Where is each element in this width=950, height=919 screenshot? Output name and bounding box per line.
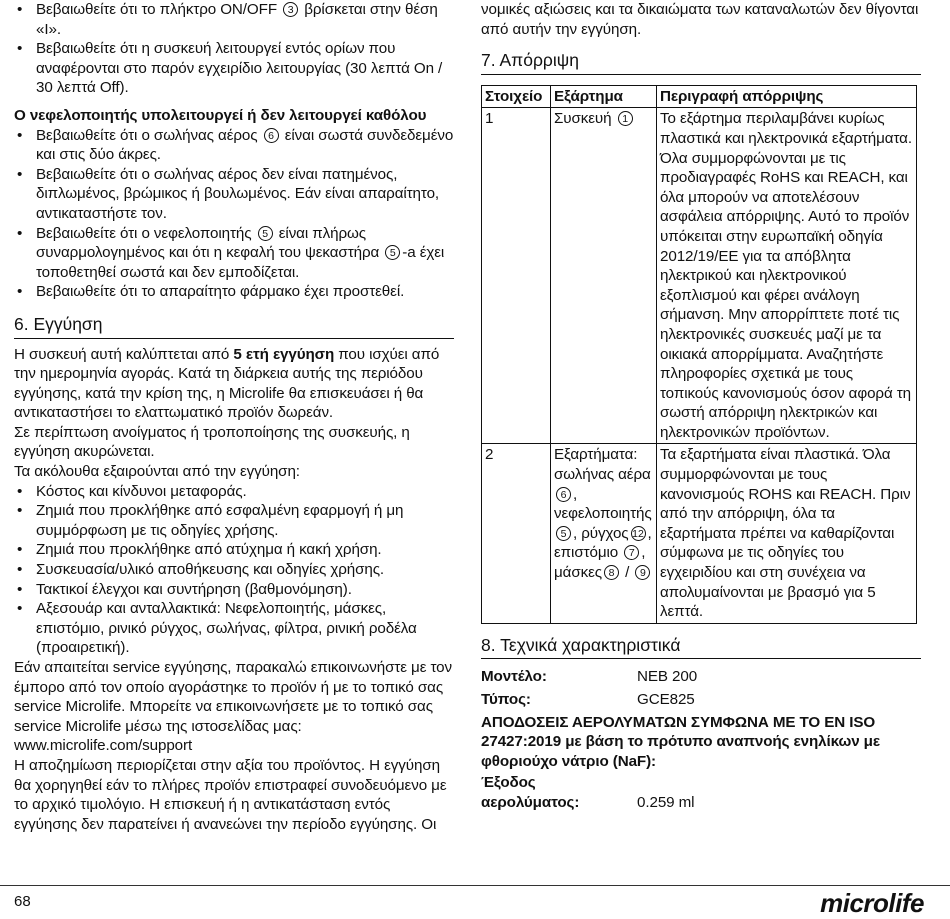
list-item: • Κόστος και κίνδυνοι μεταφοράς. (14, 482, 454, 502)
ref-number: 6 (264, 128, 279, 143)
section-title-disposal: 7. Απόρριψη (481, 51, 921, 75)
table-cell: Συσκευή 1 (551, 108, 657, 444)
spec-label: Έξοδος αερολύματος: (481, 774, 580, 811)
warranty-paragraph: Σε περίπτωση ανοίγματος ή τροποποίησης της συσκευής, η εγγύηση ακυρώνεται. (14, 423, 410, 461)
troubleshoot-list (14, 126, 454, 302)
brand-logo: microlife (820, 888, 924, 918)
ref-number: 8 (604, 565, 619, 580)
ref-number: 3 (283, 2, 298, 17)
spec-row-output (481, 773, 921, 812)
troubleshoot-subheading: Ο νεφελοποιητής υπολειτουργεί ή δεν λειτουργεί καθόλου (14, 106, 427, 124)
spec-value: GCE825 (637, 691, 695, 708)
list-item: • Βεβαιωθείτε ότι η συσκευή λειτουργεί εντός ορίων που αναφέρονται στο παρόν εγχειρίδιο λειτουργίας (30 λεπτά On / 30 λεπτά Off). (14, 39, 454, 98)
left-column (14, 0, 454, 834)
ref-number: 1 (618, 111, 633, 126)
disposal-table (481, 85, 917, 624)
table-row (482, 108, 917, 444)
warranty-paragraph: Η αποζημίωση περιορίζεται στην αξία του προϊόντος. Η εγγύηση θα χορηγηθεί εάν το πλήρες προϊόν επιστραφεί συνοδευόμενο με το αρχικό τιμολόγιο. Η επισκευή ή η αντικατάσταση εντός εγγύησης δεν παρατείνει ή ανανεώνει την περίοδο εγγύησης. Οι (14, 756, 447, 833)
spec-value: 0.259 ml (637, 793, 695, 811)
ref-number: 5 (258, 226, 273, 241)
right-column (481, 0, 921, 813)
table-header: Περιγραφή απόρριψης (657, 85, 917, 108)
list-item: • Ζημιά που προκλήθηκε από ατύχημα ή κακή χρήση. (14, 540, 454, 560)
ref-number: 12 (632, 527, 644, 540)
table-cell: 2 (482, 444, 551, 623)
spec-row-type (481, 690, 921, 710)
table-cell: 1 (482, 108, 551, 444)
table-header: Εξάρτημα (551, 85, 657, 108)
list-item: • Βεβαιωθείτε ότι το απαραίτητο φάρμακο έχει προστεθεί. (14, 282, 454, 302)
list-item: • Βεβαιωθείτε ότι το πλήκτρο ON/OFF 3 βρίσκεται στην θέση «I». (14, 0, 454, 39)
section-title-warranty: 6. Εγγύηση (14, 315, 454, 339)
support-url[interactable]: www.microlife.com/support (14, 737, 193, 755)
ref-number: 7 (624, 545, 639, 560)
table-header-row (482, 85, 917, 108)
table-cell: Τα εξαρτήματα είναι πλαστικά. Όλα συμμορφώνονται με τους κανονισμούς ROHS και REACH. Πριν από την απόρριψη, όλα τα εξαρτήματα πρέπει να καθαρίζονται σύμφωνα με τις οδηγίες του εγχειριδίου και στη συνέχεια να απολυμαίνονται με βρασμό για 5 λεπτά. (657, 444, 917, 623)
exclusions-list (14, 482, 454, 658)
list-item: • Αξεσουάρ και ανταλλακτικά: Νεφελοποιητής, μάσκες, επιστόμιο, ρινικό ρύγχος, σωλήνας, φίλτρα, ρινική ροδέλα (προαιρετική). (14, 599, 454, 658)
table-cell: Εξαρτήματα: σωλήνας αέρα 6 , νεφελοποιητής 5 , ρύγχος 12 , επιστόμιο 7 , μάσκες 8 / 9 (551, 444, 657, 623)
list-item: • Τακτικοί έλεγχοι και συντήρηση (βαθμονόμηση). (14, 580, 454, 600)
warranty-paragraph: Εάν απαιτείται service εγγύησης, παρακαλώ επικοινωνήστε με τον έμπορο από τον οποίο αγοράστηκε το προϊόν ή με το τοπικό σας service Microlife. Μπορείτε να επικοινωνήσετε με το τοπικό σας service Microlife μέσω της ιστοσελίδας μας: (14, 659, 453, 735)
list-item: • Ζημιά που προκλήθηκε από εσφαλμένη εφαρμογή ή μη συμμόρφωση με τις οδηγίες χρήσης. (14, 501, 454, 540)
table-header: Στοιχείο (482, 85, 551, 108)
ref-number: 6 (556, 487, 571, 502)
section-title-specs: 8. Τεχνικά χαρακτηριστικά (481, 636, 921, 660)
footer-divider (0, 885, 950, 886)
table-row (482, 444, 917, 623)
page-number: 68 (14, 893, 31, 910)
warranty-continued: νομικές αξιώσεις και τα δικαιώματα των καταναλωτών δεν θίγονται από αυτήν την εγγύηση. (481, 1, 919, 38)
ref-number: 5 (385, 245, 400, 260)
spec-row-model (481, 667, 921, 687)
warranty-paragraph: Η συσκευή αυτή καλύπτεται από 5 ετή εγγύηση που ισχύει από την ημερομηνία αγοράς. Κατά τη διάρκεια αυτής της περιόδου εγγύησης, κατά την κρίση της, η Microlife θα επισκευάσει ή θα αντικαταστήσει το ελαττωματικό προϊόν δωρεάν. (14, 345, 440, 422)
aerosol-heading: ΑΠΟΔΟΣΕΙΣ ΑΕΡΟΛΥΜΑΤΩΝ ΣΥΜΦΩΝΑ ΜΕ ΤΟ EN ISO 27427:2019 με βάση το πρότυπο αναπνοής ενηλίκων με φθοριούχο νάτριο (NaF): (481, 713, 880, 770)
ref-number: 5 (556, 526, 571, 541)
list-item: • Βεβαιωθείτε ότι ο νεφελοποιητής 5 είναι πλήρως συναρμολογημένος και ότι η κεφαλή του ψεκαστήρα 5 -a έχει τοποθετηθεί σωστά και δεν εμποδίζεται. (14, 224, 454, 283)
spec-label: Τύπος: (481, 691, 531, 708)
list-item: • Συσκευασία/υλικό αποθήκευσης και οδηγίες χρήσης. (14, 560, 454, 580)
spec-label: Μοντέλο: (481, 668, 547, 686)
list-item: • Βεβαιωθείτε ότι ο σωλήνας αέρος 6 είναι σωστά συνδεδεμένο και στις δύο άκρες. (14, 126, 454, 165)
list-item: • Βεβαιωθείτε ότι ο σωλήνας αέρος δεν είναι πατημένος, διπλωμένος, βρώμικος ή βουλωμένος. Εάν είναι απαραίτητο, αντικαταστήστε τον. (14, 165, 454, 224)
ref-number: 9 (635, 565, 650, 580)
warranty-paragraph: Τα ακόλουθα εξαιρούνται από την εγγύηση: (14, 463, 300, 481)
troubleshoot-list-top (14, 0, 454, 98)
table-cell: Το εξάρτημα περιλαμβάνει κυρίως πλαστικά και ηλεκτρονικά εξαρτήματα. Όλα συμμορφώνονται με τις προδιαγραφές RoHS και REACH, και όλα μπορούν να αποτελέσουν ασφάλεια απόρριψης. Αυτό το προϊόν υπόκειται στην ευρωπαϊκή οδηγία 2012/19/EE για τα απόβλητα ηλεκτρικού και ηλεκτρονικού εξοπλισμού και φέρει ανάλογη σήμανση. Μην απορρίπτετε ποτέ τις ηλεκτρονικές συσκευές μαζί με τα οικιακά απορρίμματα. Αναζητήστε πληροφορίες σχετικά με τους τοπικούς κανονισμούς όσον αφορά τη σωστή απόρριψη ηλεκτρικών και ηλεκτρονικών προϊόντων. (657, 108, 917, 444)
spec-value: NEB 200 (637, 668, 698, 686)
